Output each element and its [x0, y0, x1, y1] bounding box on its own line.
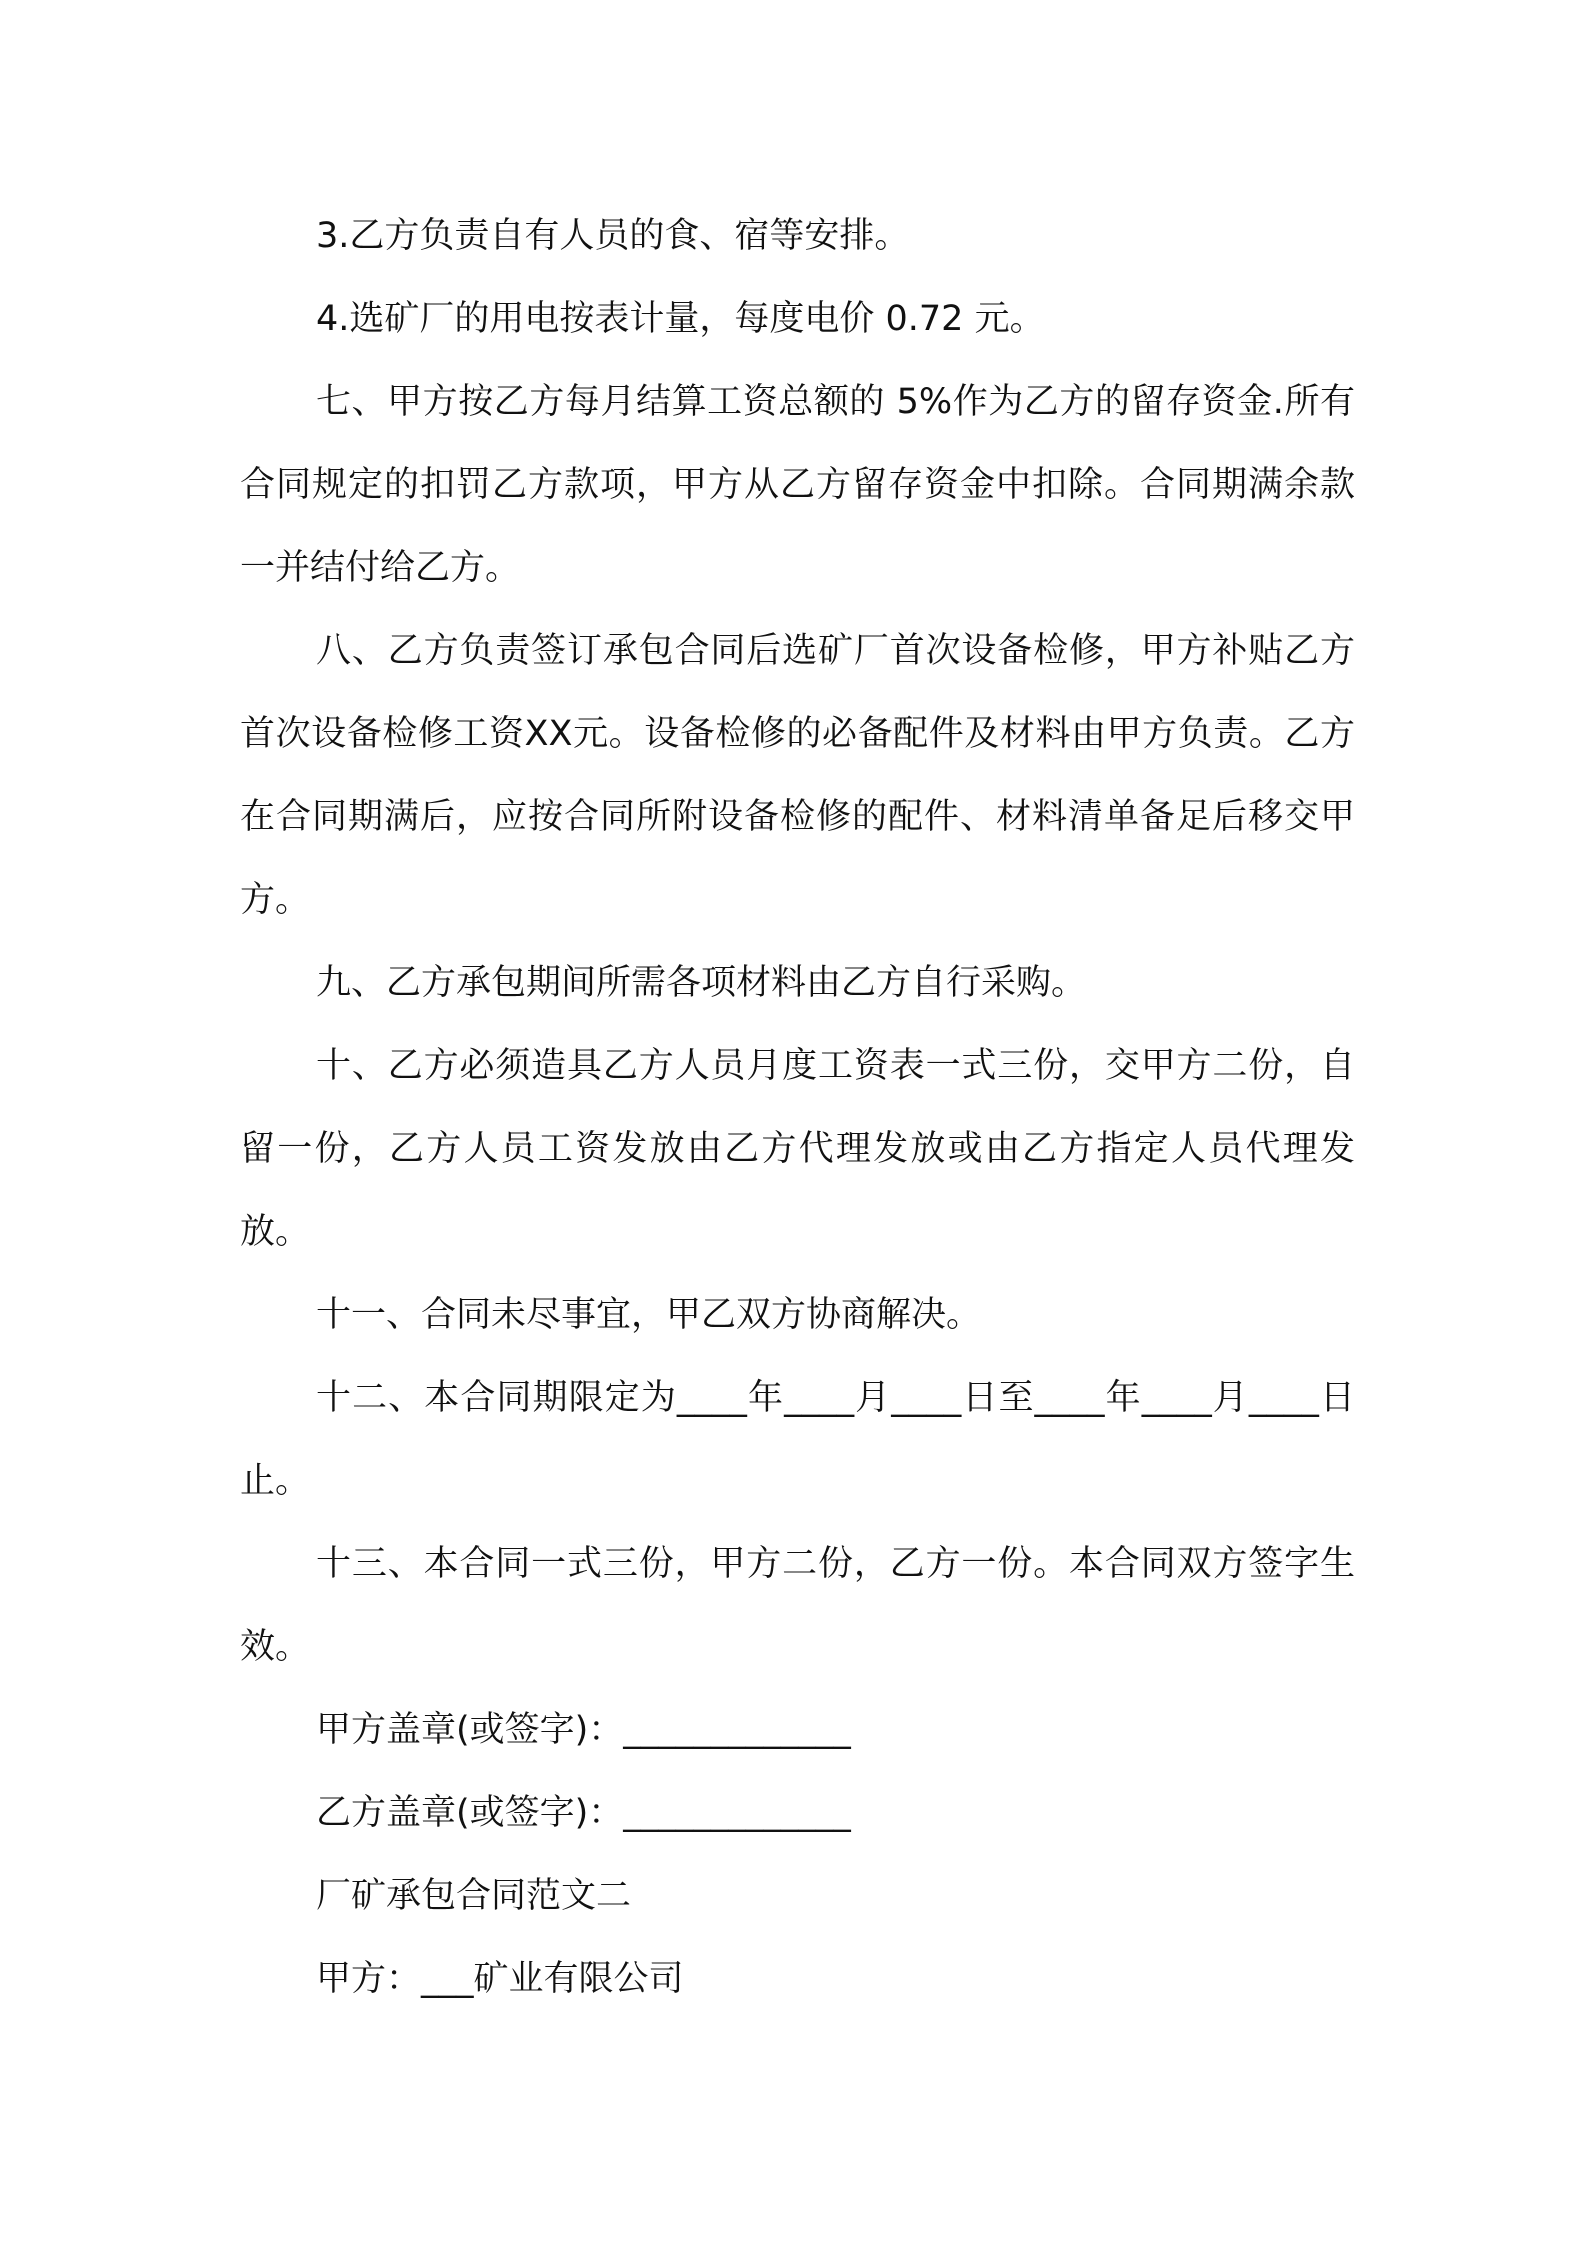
party-b-signature-line: 乙方盖章(或签字)：_____________ [316, 1793, 851, 1833]
signature-block [240, 1689, 1355, 1855]
clause-7-retention-fund: 七、甲方按乙方每月结算工资总额的 5%作为乙方的留存资金.所有合同规定的扣罚乙方款项，甲方从乙方留存资金中扣除。合同期满余款一并结付给乙方。 [240, 382, 1355, 588]
clause-10-payroll: 十、乙方必须造具乙方人员月度工资表一式三份，交甲方二份，自留一份，乙方人员工资发放由乙方代理发放或由乙方指定人员代理发放。 [240, 1046, 1355, 1252]
clause-3-meals-lodging: 3.乙方负责自有人员的食、宿等安排。 [316, 216, 910, 256]
clause-11-unresolved-matters: 十一、合同未尽事宜，甲乙双方协商解决。 [316, 1295, 982, 1335]
next-contract-title: 厂矿承包合同范文二 [316, 1876, 632, 1916]
clause-4-electricity: 4.选矿厂的用电按表计量，每度电价 0.72 元。 [316, 299, 1045, 339]
clause-8-equipment-maintenance: 八、乙方负责签订承包合同后选矿厂首次设备检修，甲方补贴乙方首次设备检修工资XX元。设备检修的必备配件及材料由甲方负责。乙方在合同期满后，应按合同所附设备检修的配件、材料清单备足后移交甲方。 [240, 631, 1355, 920]
party-a-signature-line: 甲方盖章(或签字)：_____________ [316, 1710, 851, 1750]
next-contract-party-a: 甲方：___矿业有限公司 [316, 1959, 684, 1999]
clause-9-materials: 九、乙方承包期间所需各项材料由乙方自行采购。 [316, 963, 1087, 1003]
document-body [240, 195, 1355, 2021]
clause-13-copies: 十三、本合同一式三份，甲方二份，乙方一份。本合同双方签字生效。 [240, 1544, 1355, 1667]
clause-12-contract-period: 十二、本合同期限定为____年____月____日至____年____月____日止。 [240, 1378, 1355, 1501]
